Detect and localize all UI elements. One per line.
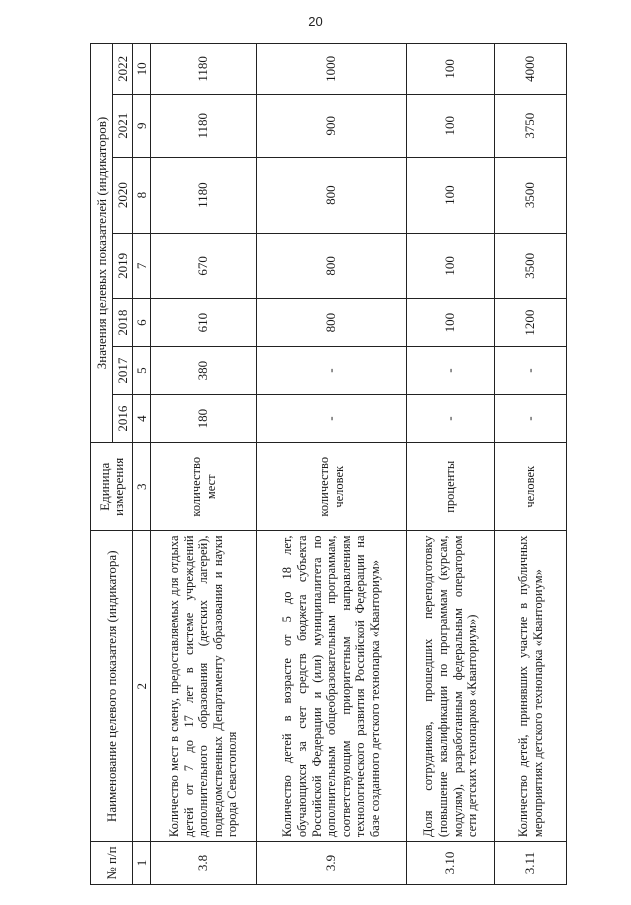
header-index: 1 (133, 842, 151, 885)
header-index: 4 (133, 395, 151, 443)
header-year: 2020 (113, 157, 133, 233)
indicator-value: - (257, 347, 407, 395)
row-number: 3.9 (257, 842, 407, 885)
header-year: 2021 (113, 94, 133, 157)
indicator-unit: количество мест (151, 443, 257, 531)
indicator-value: 100 (407, 44, 495, 95)
header-year: 2022 (113, 44, 133, 95)
table-body (151, 44, 567, 885)
indicator-unit: человек (495, 443, 567, 531)
header-index: 9 (133, 94, 151, 157)
indicator-value: 800 (257, 157, 407, 233)
indicator-value: 100 (407, 94, 495, 157)
indicator-value: 4000 (495, 44, 567, 95)
indicator-name: Количество детей, принявших участие в публичных мероприятиях детского технопарка «Кванториум» (495, 531, 567, 842)
indicator-value: 610 (151, 299, 257, 347)
indicator-value: - (495, 395, 567, 443)
header-num: № п/п (91, 842, 133, 885)
indicator-value: 900 (257, 94, 407, 157)
indicators-table (90, 43, 567, 885)
table-row (407, 44, 495, 885)
rotated-table-area (90, 43, 610, 885)
indicator-value: 1200 (495, 299, 567, 347)
header-unit: Единица измерения (91, 443, 133, 531)
header-index: 2 (133, 531, 151, 842)
indicator-value: - (257, 395, 407, 443)
indicator-value: - (407, 395, 495, 443)
indicator-name: Количество детей в возрасте от 5 до 18 лет, обучающихся за счет средств бюджета субъекта Российской Федерации и (или) муниципалитета по дополнительным общеобразовательным программам, соответствующим приоритетным направлениям технологического развития Российской Федерации на базе созданного детского технопарка «Кванториум» (257, 531, 407, 842)
indicator-value: 380 (151, 347, 257, 395)
header-index: 5 (133, 347, 151, 395)
indicator-value: 1000 (257, 44, 407, 95)
table-header (91, 44, 151, 885)
header-year: 2019 (113, 233, 133, 299)
header-year: 2018 (113, 299, 133, 347)
header-index: 7 (133, 233, 151, 299)
table-row (151, 44, 257, 885)
rotated-table-container (90, 43, 610, 885)
indicator-value: 100 (407, 299, 495, 347)
indicator-value: 3750 (495, 94, 567, 157)
table-row (257, 44, 407, 885)
indicator-value: 3500 (495, 157, 567, 233)
header-index: 8 (133, 157, 151, 233)
indicator-value: 800 (257, 233, 407, 299)
indicator-value: - (407, 347, 495, 395)
indicator-value: 800 (257, 299, 407, 347)
header-index: 6 (133, 299, 151, 347)
header-name: Наименование целевого показателя (индикатора) (91, 531, 133, 842)
header-index: 10 (133, 44, 151, 95)
indicator-value: 100 (407, 233, 495, 299)
indicator-name: Количество мест в смену, предоставляемых для отдыха детей от 7 до 17 лет в системе учреждений дополнительного образования (детских лагерей), подведомственных Департаменту образования и науки города Севастополя (151, 531, 257, 842)
indicator-value: 1180 (151, 157, 257, 233)
indicator-value: - (495, 347, 567, 395)
header-year: 2017 (113, 347, 133, 395)
header-index: 3 (133, 443, 151, 531)
indicator-value: 1180 (151, 94, 257, 157)
page-number: 20 (308, 14, 323, 29)
indicator-value: 670 (151, 233, 257, 299)
header-values-group: Значения целевых показателей (индикаторов) (91, 44, 113, 443)
row-number: 3.8 (151, 842, 257, 885)
indicator-value: 1180 (151, 44, 257, 95)
row-number: 3.11 (495, 842, 567, 885)
indicator-unit: проценты (407, 443, 495, 531)
table-row (495, 44, 567, 885)
indicator-value: 180 (151, 395, 257, 443)
indicator-name: Доля сотрудников, прошедших переподготовку (повышение квалификации по программам (курсам, модулям), разработанным федеральным оператором сети детских технопарков «Кванториум») (407, 531, 495, 842)
row-number: 3.10 (407, 842, 495, 885)
indicator-unit: количество человек (257, 443, 407, 531)
indicator-value: 100 (407, 157, 495, 233)
indicator-value: 3500 (495, 233, 567, 299)
header-year: 2016 (113, 395, 133, 443)
